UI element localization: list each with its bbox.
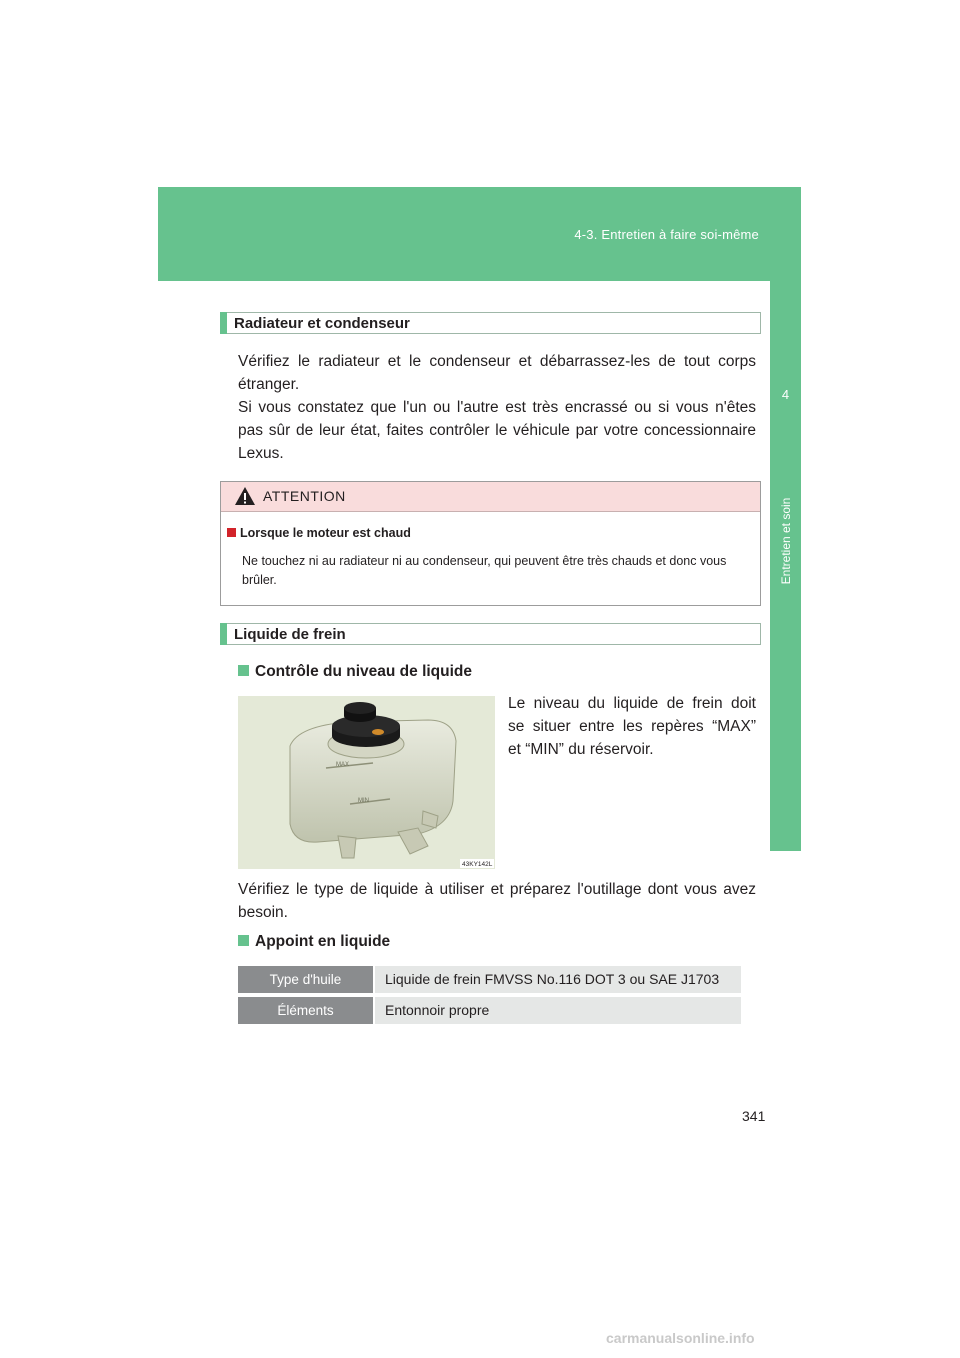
section-title: Liquide de frein [234, 626, 346, 643]
warning-box [220, 481, 761, 606]
subhead-text: Appoint en liquide [255, 933, 391, 950]
min-mark: MIN [358, 798, 369, 804]
level-paragraph [508, 692, 756, 761]
table-row [238, 997, 741, 1024]
chapter-header-band [158, 187, 801, 281]
red-square-icon [227, 528, 236, 537]
watermark-text: carmanualsonline.info [606, 1330, 755, 1346]
page-number: 341 [742, 1108, 766, 1124]
check-paragraph: Vérifiez le type de liquide à utiliser et préparez l'outillage dont vous avez besoin. [238, 881, 756, 921]
section-marker-bar [220, 623, 227, 645]
section-marker-bar [220, 312, 227, 334]
body-line: étranger. [238, 376, 300, 393]
spec-table [238, 966, 741, 1026]
table-value: Liquide de frein FMVSS No.116 DOT 3 ou SAE J1703 [375, 966, 741, 993]
radiateur-paragraph [238, 350, 756, 465]
body-line: Si vous constatez que l'un ou l'autre est très encrassé ou si vous n'êtes [238, 399, 756, 416]
side-label-wrap [770, 461, 801, 621]
section-title: Radiateur et condenseur [234, 315, 410, 332]
side-chapter-tab [770, 281, 801, 851]
section-header-radiateur [220, 312, 761, 334]
chapter-section-title: 4-3. Entretien à faire soi-même [574, 227, 759, 242]
warning-title: ATTENTION [263, 488, 346, 504]
subhead-appoint [238, 933, 390, 951]
warning-subtitle: Lorsque le moteur est chaud [240, 526, 411, 540]
warning-triangle-icon [234, 486, 256, 506]
table-key: Éléments [238, 997, 373, 1024]
green-square-icon [238, 935, 249, 946]
subhead-controle [238, 663, 472, 681]
reservoir-illustration [238, 696, 495, 869]
warning-subtitle-row [227, 526, 411, 540]
section-header-liquide [220, 623, 761, 645]
chapter-label: Entretien et soin [778, 497, 793, 585]
subhead-text: Contrôle du niveau de liquide [255, 663, 473, 680]
image-code: 43KY142L [462, 861, 493, 868]
body-line: se situer entre les repères “MAX” [508, 718, 756, 735]
body-line: pas sûr de leur état, faites contrôler le véhicule par votre concessionnaire [238, 422, 756, 439]
body-line: et “MIN” du réservoir. [508, 741, 654, 758]
brake-fluid-reservoir-image [238, 696, 495, 869]
chapter-number: 4 [781, 387, 790, 402]
table-key: Type d'huile [238, 966, 373, 993]
body-line: Lexus. [238, 445, 284, 462]
body-line: Le niveau du liquide de frein doit [508, 695, 756, 712]
green-square-icon [238, 665, 249, 676]
warning-header [221, 482, 760, 512]
max-mark: MAX [336, 762, 350, 768]
warning-text: Ne touchez ni au radiateur ni au condenseur, qui peuvent être très chauds et donc vous brûler. [242, 554, 727, 587]
table-row [238, 966, 741, 993]
table-value: Entonnoir propre [375, 997, 741, 1024]
body-line: Vérifiez le radiateur et le condenseur et débarrassez-les de tout corps [238, 353, 756, 370]
